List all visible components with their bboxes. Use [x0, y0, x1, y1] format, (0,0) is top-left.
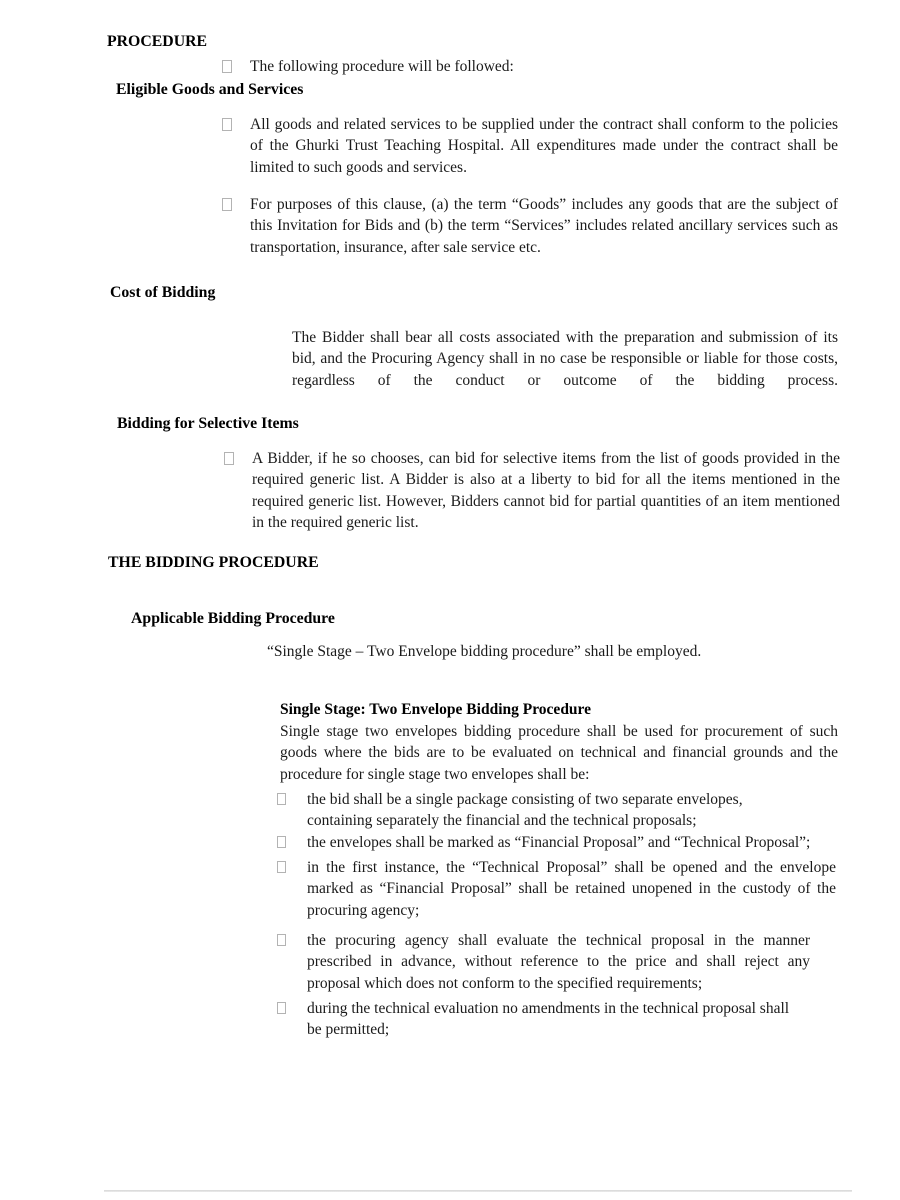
bullet-item: [277, 789, 790, 832]
bullet-item: [277, 930, 810, 994]
paragraph-all-goods: All goods and related services to be supplied under the contract shall conform to the policies of the Ghurki Trust Teaching Hospital. All expenditures made under the contract shall be limited to such goods and services.: [250, 116, 838, 176]
bullet-square-icon: [277, 934, 286, 946]
bullet-item: [224, 448, 840, 534]
heading-single-stage-two-envelope: Single Stage: Two Envelope Bidding Procedure: [280, 701, 592, 718]
paragraph-single-stage-quote: “Single Stage – Two Envelope bidding procedure” shall be employed.: [267, 643, 702, 660]
bullet-item: [277, 998, 790, 1041]
heading-procedure: PROCEDURE: [107, 33, 208, 50]
list-item-no-amendments: during the technical evaluation no amendments in the technical proposal shall be permitted;: [307, 1000, 790, 1039]
heading-cost-of-bidding: Cost of Bidding: [110, 284, 216, 301]
paragraph-following-procedure: The following procedure will be followed:: [250, 58, 514, 75]
footer-divider: [104, 1190, 852, 1192]
bullet-item: [222, 194, 838, 258]
bullet-square-icon: [222, 118, 232, 131]
bullet-item: [222, 114, 838, 178]
heading-eligible-goods: Eligible Goods and Services: [116, 81, 304, 98]
paragraph-selective: A Bidder, if he so chooses, can bid for selective items from the list of goods provided in the required generic list. A Bidder is also at a liberty to bid for all the items mentioned in the required generic list. However, Bidders cannot bid for partial quantities of an item mentioned in the required generic list.: [252, 450, 840, 532]
bullet-square-icon: [222, 60, 232, 73]
paragraph-single-stage-intro: Single stage two envelopes bidding procedure shall be used for procurement of such goods where the bids are to be evaluated on technical and financial grounds and the procedure for single stage two envelopes shall be:: [280, 723, 838, 783]
bullet-square-icon: [277, 836, 286, 848]
bullet-square-icon: [277, 793, 286, 805]
bullet-square-icon: [277, 861, 286, 873]
bullet-square-icon: [224, 452, 234, 465]
list-item-single-package: the bid shall be a single package consisting of two separate envelopes, containing separately the financial and the technical proposals;: [307, 791, 743, 830]
heading-the-bidding-procedure: THE BIDDING PROCEDURE: [108, 554, 319, 571]
paragraph-bidder-costs: The Bidder shall bear all costs associated with the preparation and submission of its bid, and the Procuring Agency shall in no case be responsible or liable for those costs, regardless of the conduct or outcome of the bidding process.: [292, 329, 838, 389]
bullet-item: [277, 857, 836, 921]
list-item-envelopes-marked: the envelopes shall be marked as “Financial Proposal” and “Technical Proposal”;: [307, 834, 811, 851]
heading-selective-items: Bidding for Selective Items: [117, 415, 299, 432]
bullet-item: [277, 832, 836, 853]
paragraph-for-purposes: For purposes of this clause, (a) the term “Goods” includes any goods that are the subject of this Invitation for Bids and (b) the term “Services” includes related ancillary services such as transportation, insurance, after sale service etc.: [250, 196, 838, 256]
heading-applicable-bidding-procedure: Applicable Bidding Procedure: [131, 610, 335, 627]
list-item-evaluate-proposal: the procuring agency shall evaluate the technical proposal in the manner prescribed in advance, without reference to the price and shall reject any proposal which does not conform to the specified requirements;: [307, 932, 810, 992]
bullet-square-icon: [277, 1002, 286, 1014]
list-item-first-instance: in the first instance, the “Technical Proposal” shall be opened and the envelope marked as “Financial Proposal” shall be retained unopened in the custody of the procuring agency;: [307, 859, 836, 919]
bullet-square-icon: [222, 198, 232, 211]
bullet-item: [222, 56, 838, 77]
